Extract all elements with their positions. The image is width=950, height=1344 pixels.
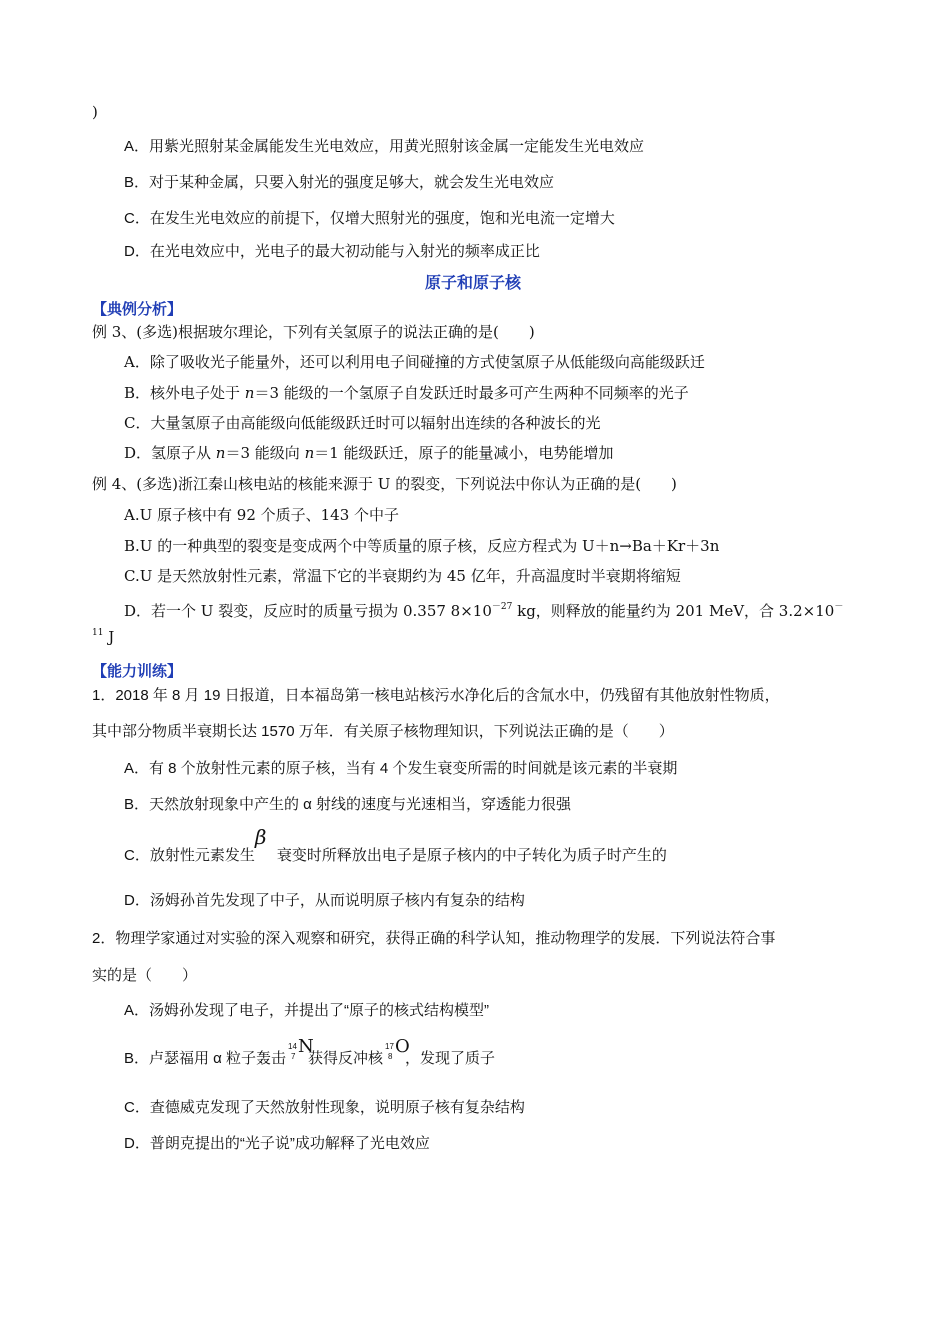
prev-option-a: A．用紫光照射某金属能发生光电效应，用黄光照射该金属一定能发生光电效应 <box>124 138 645 155</box>
question-2-stem-line-2: 实的是（ ） <box>92 967 198 984</box>
ability-training-header: 【能力训练】 <box>92 662 183 680</box>
question-1-option-b: B．天然放射现象中产生的 α 射线的速度与光速相当，穿透能力很强 <box>124 796 572 813</box>
question-2-option-a: A．汤姆孙发现了电子，并提出了“原子的核式结构模型” <box>124 1002 489 1019</box>
question-2-option-b: B．卢瑟福用 α 粒子轰击 14 7 N 获得反冲核 17 8 O ，发现了质子 <box>124 1036 496 1067</box>
example-3-option-a: A．除了吸收光子能量外，还可以利用电子间碰撞的方式使氢原子从低能级向高能级跃迁 <box>124 353 705 371</box>
prev-option-c: C．在发生光电效应的前提下，仅增大照射光的强度，饱和光电流一定增大 <box>124 210 615 227</box>
example-3-option-c: C．大量氢原子由高能级向低能级跃迁时可以辐射出连续的各种波长的光 <box>124 414 601 432</box>
beta-symbol: β <box>254 825 267 849</box>
prev-option-b: B．对于某种金属，只要入射光的强度足够大，就会发生光电效应 <box>124 174 555 191</box>
typical-analysis-header: 【典例分析】 <box>92 300 183 318</box>
example-3-option-d: D．氢原子从 n＝3 能级向 n＝1 能级跃迁，原子的能量减小，电势能增加 <box>124 444 614 462</box>
question-1-stem-line-2: 其中部分物质半衰期长达 1570 万年．有关原子核物理知识，下列说法正确的是（ ） <box>92 723 674 740</box>
prev-question-paren: ) <box>92 103 98 121</box>
example-4-option-b: B.U 的一种典型的裂变是变成两个中等质量的原子核，反应方程式为 U＋n→Ba＋Kr＋3n <box>124 537 720 555</box>
example-3-stem: 例 3、(多选)根据玻尔理论，下列有关氢原子的说法正确的是( ) <box>92 323 535 341</box>
example-4-option-a: A.U 原子核中有 92 个质子、143 个中子 <box>124 506 400 524</box>
example-4-option-d: D．若一个 U 裂变，反应时的质量亏损为 0.357 $8\times 10^{-27}$ kg，则释放的能量约为 201 MeV，合 3.2×10－ <box>124 602 844 620</box>
question-1-stem-line-1: 1．2018 年 8 月 19 日报道，日本福岛第一核电站核污水净化后的含氚水中，仍残留有其他放射性物质， <box>92 687 780 704</box>
nitrogen-nuclide: 14 7 N <box>288 1036 314 1061</box>
question-1-option-c: C．放射性元素发生β衰变时所释放出电子是原子核内的中子转化为质子时产生的 <box>124 825 667 864</box>
prev-option-d: D．在光电效应中，光电子的最大初动能与入射光的频率成正比 <box>124 243 540 260</box>
question-2-option-d: D．普朗克提出的“光子说”成功解释了光电效应 <box>124 1135 430 1152</box>
example-4-option-d-continued: $^{11}$ J <box>92 628 115 646</box>
question-1-option-d: D．汤姆孙首先发现了中子，从而说明原子核内有复杂的结构 <box>124 892 525 909</box>
oxygen-nuclide: 17 8 O <box>385 1036 410 1061</box>
section-title: 原子和原子核 <box>425 273 522 292</box>
example-3-option-b: B．核外电子处于 n＝3 能级的一个氢原子自发跃迁时最多可产生两种不同频率的光子 <box>124 384 689 402</box>
example-4-option-c: C.U 是天然放射性元素，常温下它的半衰期约为 45 亿年，升高温度时半衰期将缩短 <box>124 567 681 585</box>
question-2-option-c: C．查德威克发现了天然放射性现象，说明原子核有复杂结构 <box>124 1099 525 1116</box>
question-2-stem-line-1: 2．物理学家通过对实验的深入观察和研究，获得正确的科学认知，推动物理学的发展．下列说法符合事 <box>92 930 776 947</box>
example-4-stem: 例 4、(多选)浙江秦山核电站的核能来源于 U 的裂变，下列说法中你认为正确的是( ) <box>92 475 677 493</box>
question-1-option-a: A．有 8 个放射性元素的原子核，当有 4 个发生衰变所需的时间就是该元素的半衰期 <box>124 760 678 777</box>
